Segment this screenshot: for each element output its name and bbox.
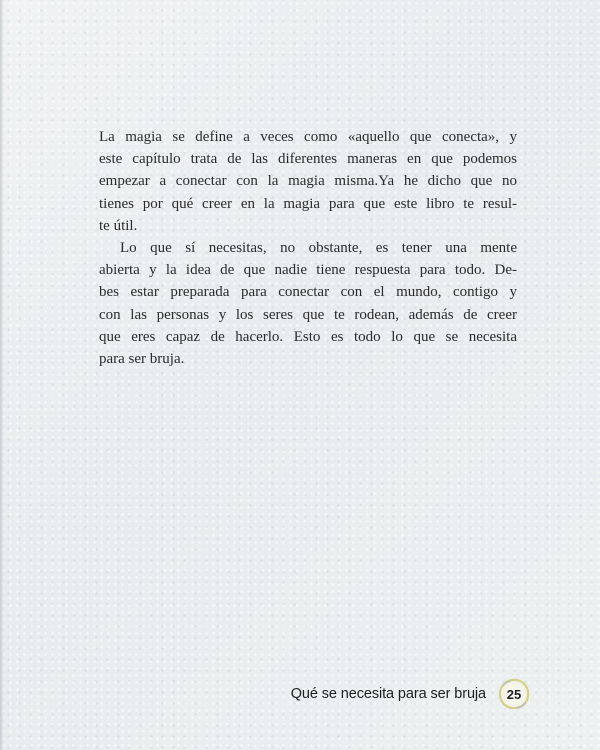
paragraph-1	[99, 126, 517, 237]
text-line: con las personas y los seres que te rodean, además de creer	[99, 306, 517, 323]
page-edge-shadow	[0, 0, 4, 750]
text-line: La magia se define a veces como «aquello que conecta», y	[99, 129, 517, 145]
text-line: abierta y la idea de que nadie tiene respuesta para todo. De-	[99, 262, 517, 279]
page-number: 25	[506, 686, 522, 702]
text-line: para ser bruja.	[99, 351, 185, 368]
page-number-badge	[496, 676, 532, 712]
text-line: empezar a conectar con la magia misma.Ya he dicho que no	[99, 173, 517, 190]
paragraph-2	[99, 237, 517, 370]
text-line: bes estar preparada para conectar con el mundo, contigo y	[99, 284, 517, 301]
text-line: que eres capaz de hacerlo. Esto es todo lo que se necesita	[99, 328, 517, 345]
text-line: Lo que sí necesitas, no obstante, es tener una mente	[120, 240, 517, 257]
text-line: tienes por qué creer en la magia para que este libro te resul-	[99, 195, 517, 212]
body-text	[99, 126, 517, 370]
text-line: te útil.	[99, 217, 138, 234]
running-footer-title: Qué se necesita para ser bruja	[290, 686, 486, 702]
text-line: este capítulo trata de las diferentes maneras en que podemos	[99, 151, 517, 168]
page-footer	[291, 676, 532, 712]
